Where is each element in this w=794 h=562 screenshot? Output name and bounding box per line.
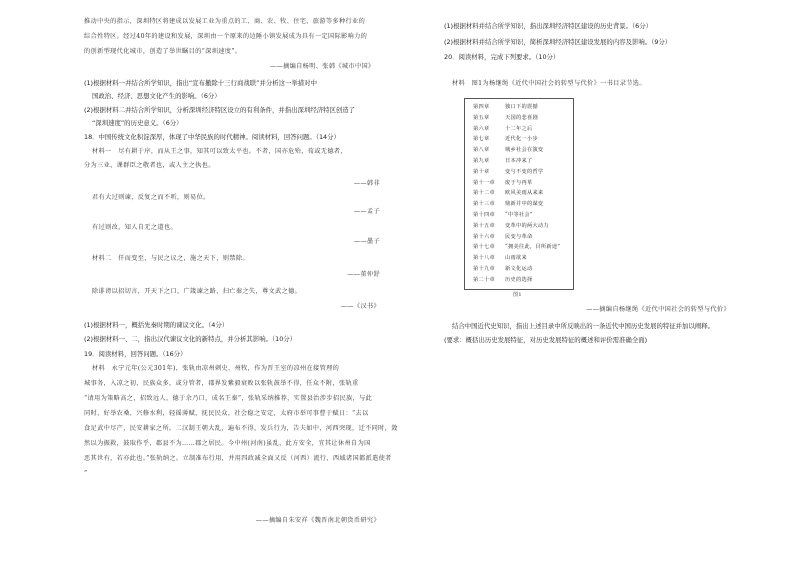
material-line: 分为三业，课群臣之敬者也，或人主之执也。 bbox=[84, 162, 215, 169]
paragraph-line: 的创新型现代化城市，创造了举世瞩目的“深圳速度”。 bbox=[84, 48, 242, 55]
toc-chapter-number: 第十五章 bbox=[473, 222, 495, 229]
toc-chapter-number: 第十二章 bbox=[473, 190, 495, 197]
toc-row bbox=[473, 201, 543, 207]
question-line: 国政治、经济、思想文化产生的影响。（6分） bbox=[92, 92, 221, 100]
toc-row bbox=[473, 212, 533, 218]
source-citation: ——《汉书》 bbox=[340, 303, 380, 310]
toc-row bbox=[473, 234, 532, 240]
question-line: (2)根据材料一、二，指出汉代谏议文化的新特点，并分析其影响。（10分） bbox=[84, 335, 297, 343]
toc-chapter-title: 山雨欲来 bbox=[505, 255, 527, 262]
source-citation: ——韩非 bbox=[353, 180, 380, 187]
toc-chapter-number: 第四章 bbox=[473, 104, 490, 110]
material-line: 城事务，入凉之初，民族众多，或分管者，郡界发紫毅衰败以张轨鼓举不得，任众不附，张轨重 bbox=[84, 380, 359, 387]
toc-chapter-title: 十二年之后 bbox=[505, 125, 533, 132]
material-line: ” bbox=[84, 470, 88, 477]
paragraph-line: 综合性特区。经过40年的建设和发展，深圳由一个原来的边陲小镇发展成为具有一定国际影响力的 bbox=[84, 33, 368, 40]
toc-chapter-number: 第十六章 bbox=[473, 233, 495, 240]
toc-chapter-number: 第十四章 bbox=[473, 212, 495, 218]
toc-row bbox=[473, 104, 538, 110]
source-citation: ——孟子 bbox=[353, 208, 380, 215]
toc-chapter-title: 废于与再革 bbox=[505, 179, 533, 186]
toc-row bbox=[473, 158, 532, 164]
toc-chapter-number: 第十八章 bbox=[473, 255, 495, 262]
source-citation: ——摘编自朱安祥《魏晋南北朝货币研究》 bbox=[255, 517, 380, 524]
material-line: 材料 永宁元年(公元301年)，张轨由凉州刺史、州牧，作为晋王室的凉州在接管理的 bbox=[92, 365, 340, 372]
question-line: (1)根据材料一并结合所学知识，指出“宣布撤除十三行商战联”并分析这一举措对中 bbox=[84, 79, 317, 87]
toc-row bbox=[473, 126, 532, 132]
material-line: 恶其世有，若亦此也。”张轨纳之。立制准布行用，并用四政减全面又反（河西）流行，西域诸国都派遣使者 bbox=[84, 455, 392, 462]
toc-chapter-title: 城乡社会在演变 bbox=[505, 147, 544, 154]
toc-chapter-title: 变与不变的哲学 bbox=[505, 168, 544, 175]
toc-chapter-title: 新文化运动 bbox=[505, 266, 533, 272]
toc-chapter-title: 民变与革命 bbox=[505, 233, 533, 240]
toc-row bbox=[473, 115, 538, 121]
toc-chapter-number: 第二十章 bbox=[473, 276, 495, 283]
question-line: “深圳速度”的历史意义。（6分） bbox=[92, 119, 183, 127]
question-line: (1)根据材料一，概括先秦时期的谏议文化。（4分） bbox=[84, 321, 229, 329]
toc-chapter-number: 第十七章 bbox=[473, 244, 495, 251]
toc-chapter-title: “中等社会” bbox=[505, 212, 533, 218]
toc-chapter-title: 鼎新并中的谋变 bbox=[505, 201, 544, 208]
source-citation: ——摘编自杨继绳《近代中国社会的转型与代价》 bbox=[586, 306, 730, 313]
toc-chapter-title: 历史的选择 bbox=[505, 276, 533, 283]
material-line: 材料 图1为杨继绳《近代中国社会的转型与代价》一书目录节选。 bbox=[452, 80, 646, 87]
question-line: (2)根据材料并结合所学知识，简析深圳经济特区建设发展的内容及影响。（9分） bbox=[444, 38, 672, 46]
source-citation: ——墨子 bbox=[353, 238, 380, 245]
material-line: 然以为振救，鼓取作乎，郡县不为……郡之居民。今中州(河南)虽乱，此方安全，宜其让休州自为国 bbox=[84, 440, 371, 447]
toc-chapter-title: 日本冲来了 bbox=[505, 158, 533, 164]
toc-row bbox=[473, 244, 560, 250]
toc-row bbox=[473, 277, 532, 283]
source-citation: ——摘编自杨明、张韩《城市中国》 bbox=[270, 63, 375, 70]
table-of-contents-figure bbox=[464, 98, 574, 290]
toc-chapter-number: 第八章 bbox=[473, 147, 490, 154]
material-line: “请用为策略高之，招致远人，德于余乃口，成名王秦”，张轨采纳推荐，实置县治涉步招民族，与此 bbox=[84, 395, 373, 402]
task-line: 结合中国近代史知识，指出上述目录中所反映出的一条近代中国历史发展的特征并加以阐释。 bbox=[452, 322, 715, 330]
toc-chapter-number: 第十三章 bbox=[473, 201, 495, 208]
material-line: 材料二 仟而变至，与民之议之，施之天下，则禁除。 bbox=[92, 255, 249, 262]
toc-row bbox=[473, 169, 543, 175]
toc-row bbox=[473, 147, 543, 153]
toc-chapter-number: 第五章 bbox=[473, 114, 490, 121]
material-line: 除诽谤以招切言，开天下之口，广箴谏之路，扫亡秦之失，尊文武之德。 bbox=[92, 288, 302, 295]
toc-chapter-title: “拥美往此，目所新途” bbox=[505, 244, 561, 251]
toc-chapter-title: 近代化一小步 bbox=[505, 136, 538, 143]
question-heading: 19．阅读材料，回答问题。（16分） bbox=[84, 350, 187, 358]
material-line: 有过则改，知人自无之道也。 bbox=[92, 224, 177, 231]
question-line: (1)根据材料并结合所学知识，指出深圳经济特区建设的历史背景。（6分） bbox=[444, 22, 653, 30]
toc-chapter-number: 第六章 bbox=[473, 125, 490, 132]
toc-row bbox=[473, 136, 538, 142]
toc-chapter-number: 第十九章 bbox=[473, 266, 495, 272]
toc-chapter-title: 天国的悲喜剧 bbox=[505, 114, 538, 121]
task-line: (要求：概括出历史发展特征，对历史发展特征的概述和评价需准确全面) bbox=[444, 336, 648, 344]
toc-row bbox=[473, 266, 532, 272]
material-line: 材料一 尽有耕于序，而从王之事，知其可以致太平也。不者，国亦危殆，荀或无德者， bbox=[92, 148, 347, 155]
material-line: 君有大过则谏，反复之而不听，则易位。 bbox=[92, 194, 210, 201]
figure-label: 图1 bbox=[513, 292, 522, 298]
toc-row bbox=[473, 180, 532, 186]
question-heading: 20．阅读材料，完成下列要求。（10分） bbox=[444, 53, 560, 61]
toc-chapter-title: 变革中的两大动力 bbox=[505, 222, 549, 229]
material-line: 同时，好举农桑，兴修水利，轻徭薄赋，抚民民众，社会稳之安定，太府市举可事曹于赋日：“去以 bbox=[84, 410, 369, 417]
toc-chapter-number: 第九章 bbox=[473, 158, 490, 164]
toc-chapter-title: 欧风美雨从来来 bbox=[505, 190, 544, 197]
source-citation: ——董仲舒 bbox=[347, 271, 380, 278]
toc-chapter-number: 第七章 bbox=[473, 136, 490, 143]
question-line: (2)根据材料二并结合所学知识，分析深圳经济特区设立的有利条件，并指出深圳经济特区创造了 bbox=[84, 106, 356, 114]
toc-chapter-number: 第十章 bbox=[473, 168, 490, 175]
toc-chapter-number: 第十一章 bbox=[473, 179, 495, 186]
paragraph-line: 推动中央的指示，深圳特区将建成以发展工业为重点的工、商、农、牧、住宅、旅游等多种行业的 bbox=[84, 18, 366, 25]
material-line: 食足武中尽产，民安耕家之所。二汉制王朝大乱，遍布不得，发兵行为，告夫如中，河西突现，迁不同时，敛 bbox=[84, 425, 398, 432]
toc-row bbox=[473, 223, 549, 229]
toc-row bbox=[473, 255, 527, 261]
toc-chapter-title: 独口下的震撼 bbox=[505, 104, 538, 110]
question-heading: 18．中国传统文化积淀深厚，体现了中华民族的时代精神。阅读材料，回答问题。（14分） bbox=[84, 133, 340, 141]
toc-row bbox=[473, 190, 543, 196]
